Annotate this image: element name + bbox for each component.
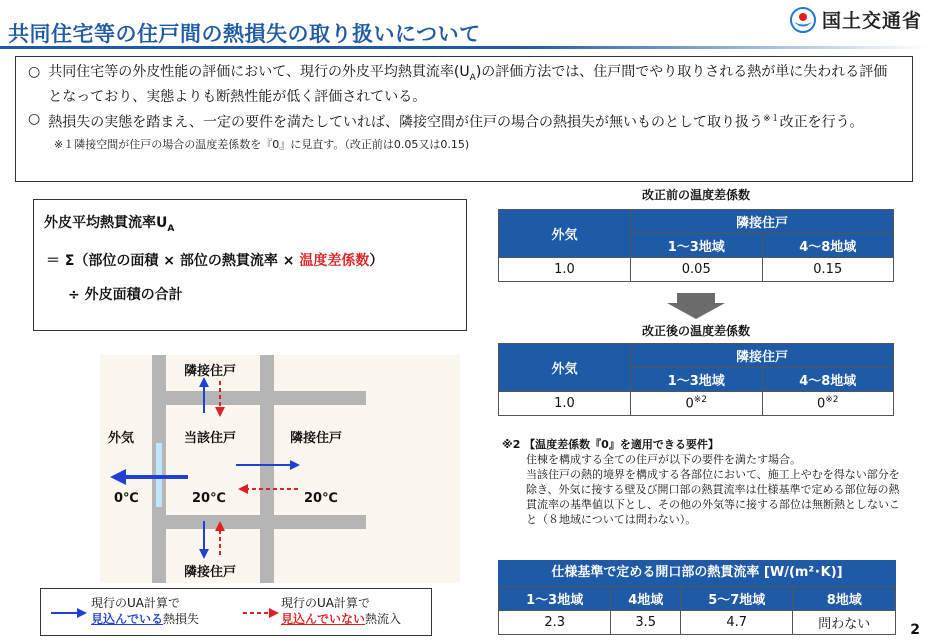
intro-box <box>15 56 913 182</box>
requirement-body-2: 当該住戸の熱的境界を構成する各部位において、施工上やむを得ない部分を除き、外気に接する壁及び開口部の熱貫流率は仕様基準で定める部位毎の熱貫流率の基準値以下とし、その他の外気等に接する部位は無断熱としないこと（８地域については問わない）。 <box>526 468 900 526</box>
legend-item-inflow <box>281 595 401 627</box>
bullet-2-text <box>48 110 863 133</box>
after-r48-mark: ※2 <box>825 395 839 406</box>
before-value-r13: 0.05 <box>631 258 763 282</box>
legend-loss-line1: 現行のUA計算で <box>91 596 180 610</box>
after-r13-mark: ※2 <box>693 395 708 406</box>
before-header-adjacent: 隣接住戸 <box>631 210 894 234</box>
formula-expression <box>46 250 456 270</box>
legend-inflow-line2 <box>281 611 401 627</box>
diagram-legend <box>40 588 432 636</box>
spec-header-0: 1～3地域 <box>499 587 611 611</box>
spec-header-2: 5～7地域 <box>681 587 793 611</box>
legend-loss-rest: 熱損失 <box>163 612 200 626</box>
after-header-outside: 外気 <box>499 344 631 392</box>
before-header-outside: 外気 <box>499 210 631 258</box>
ministry-logo <box>790 6 922 33</box>
spec-header-3: 8地域 <box>793 587 896 611</box>
after-header-r13: 1～3地域 <box>631 368 763 392</box>
spec-title: 仕様基準で定める開口部の熱貫流率 [W/(m²･K)] <box>498 560 896 586</box>
after-header-r48: 4～8地域 <box>762 368 894 392</box>
label-top-adjacent: 隣接住戸 <box>184 364 237 379</box>
label-bottom-adjacent: 隣接住戸 <box>184 565 237 580</box>
before-table <box>498 209 894 282</box>
after-header-adjacent: 隣接住戸 <box>631 344 894 368</box>
formula-divisor: ÷ 外皮面積の合計 <box>68 286 183 303</box>
after-value-r13 <box>631 392 763 416</box>
bullet-2-part-a: 熱損失の実態を踏まえ、一定の要件を満たしていれば、隣接空間が住戸の場合の熱損失が無いものとして取り扱う <box>48 114 764 131</box>
after-r48-value: 0 <box>816 396 826 412</box>
mlit-logo-icon <box>790 7 816 33</box>
requirement-note <box>502 437 902 527</box>
spec-value-0: 2.3 <box>499 611 611 635</box>
legend-loss-line2 <box>91 611 199 627</box>
title-underline-fade <box>520 46 928 49</box>
page-title: 共同住宅等の住戸間の熱損失の取り扱いについて <box>8 22 481 46</box>
label-outside: 外気 <box>108 431 135 446</box>
formula-title-sub: A <box>167 223 175 234</box>
after-value-outside: 1.0 <box>499 392 631 416</box>
after-r13-value: 0 <box>685 396 694 412</box>
formula-title <box>44 212 456 234</box>
requirement-body-1: 住棟を構成する全ての住戸が以下の要件を満たす場合。 <box>526 453 801 466</box>
bullet-1-text <box>48 63 900 107</box>
bullet-2-part-b: 改正を行う。 <box>779 114 864 131</box>
legend-loss-emph: 見込んでいる <box>91 612 164 626</box>
before-header-r13: 1～3地域 <box>631 234 763 258</box>
intro-bullet-1 <box>28 63 900 107</box>
logo-text: 国土交通省 <box>821 10 922 32</box>
bullet-1-part-b: )の評価方法では、住戸間でやり取りされる熱が単に失われる評価となっており、実態よりも断熱性能が低く評価されている。 <box>48 64 888 105</box>
temp-right-adjacent: 20℃ <box>304 491 338 506</box>
intro-bullet-2 <box>28 110 900 133</box>
diagram-graphic <box>100 355 460 583</box>
bullet-1-part-a: 共同住宅等の外皮性能の評価において、現行の外皮平均熱貫流率(U <box>48 64 470 80</box>
temp-this-unit: 20℃ <box>192 491 226 506</box>
lower-slab <box>166 515 366 529</box>
heat-flow-diagram <box>100 355 460 583</box>
bullet-1-sub: A <box>469 72 476 83</box>
spec-value-2: 4.7 <box>681 611 793 635</box>
legend-inflow-line1: 現行のUA計算で <box>281 596 370 610</box>
label-this-unit: 当該住戸 <box>184 431 237 446</box>
formula-temp-coef: 温度差係数 <box>299 252 370 269</box>
bullet-mark: ○ <box>28 110 41 127</box>
label-right-adjacent: 隣接住戸 <box>290 431 343 446</box>
formula-part-b: ） <box>369 252 384 269</box>
before-header-r48: 4～8地域 <box>762 234 894 258</box>
legend-inflow-rest: 熱流入 <box>365 612 402 626</box>
spec-value-3: 問わない <box>793 611 896 635</box>
after-value-r48 <box>762 392 894 416</box>
page-number: 2 <box>910 622 920 638</box>
title-underline <box>0 46 520 49</box>
legend-item-loss <box>91 595 199 627</box>
formula-part-a: ＝ Σ（部位の面積 × 部位の熱貫流率 × <box>46 252 300 269</box>
formula-title-text: 外皮平均熱貫流率U <box>44 215 168 231</box>
spec-value-1: 3.5 <box>611 611 681 635</box>
before-value-r48: 0.15 <box>762 258 894 282</box>
red-dashed-arrow-icon <box>243 607 279 619</box>
after-caption: 改正後の温度差係数 <box>641 324 750 338</box>
before-value-outside: 1.0 <box>499 258 631 282</box>
upper-slab <box>166 391 366 405</box>
after-table <box>498 343 894 416</box>
bullet-mark: ○ <box>28 64 41 80</box>
formula-box <box>33 199 467 331</box>
intro-note: ※１隣接空間が住戸の場合の温度差係数を『0』に見直す。（改正前は0.05又は0.15) <box>54 138 470 152</box>
before-caption: 改正前の温度差係数 <box>641 188 750 202</box>
spec-table <box>498 586 896 635</box>
blue-arrow-icon <box>51 607 87 619</box>
temp-outside: 0℃ <box>114 491 139 506</box>
legend-inflow-emph: 見込んでいない <box>281 612 366 626</box>
party-wall <box>260 355 274 583</box>
spec-header-1: 4地域 <box>611 587 681 611</box>
bullet-2-sup: ※１ <box>763 113 780 124</box>
requirement-head: ※2 【温度差係数『0』を適用できる要件】 <box>502 438 719 451</box>
down-arrow-icon <box>667 293 725 319</box>
